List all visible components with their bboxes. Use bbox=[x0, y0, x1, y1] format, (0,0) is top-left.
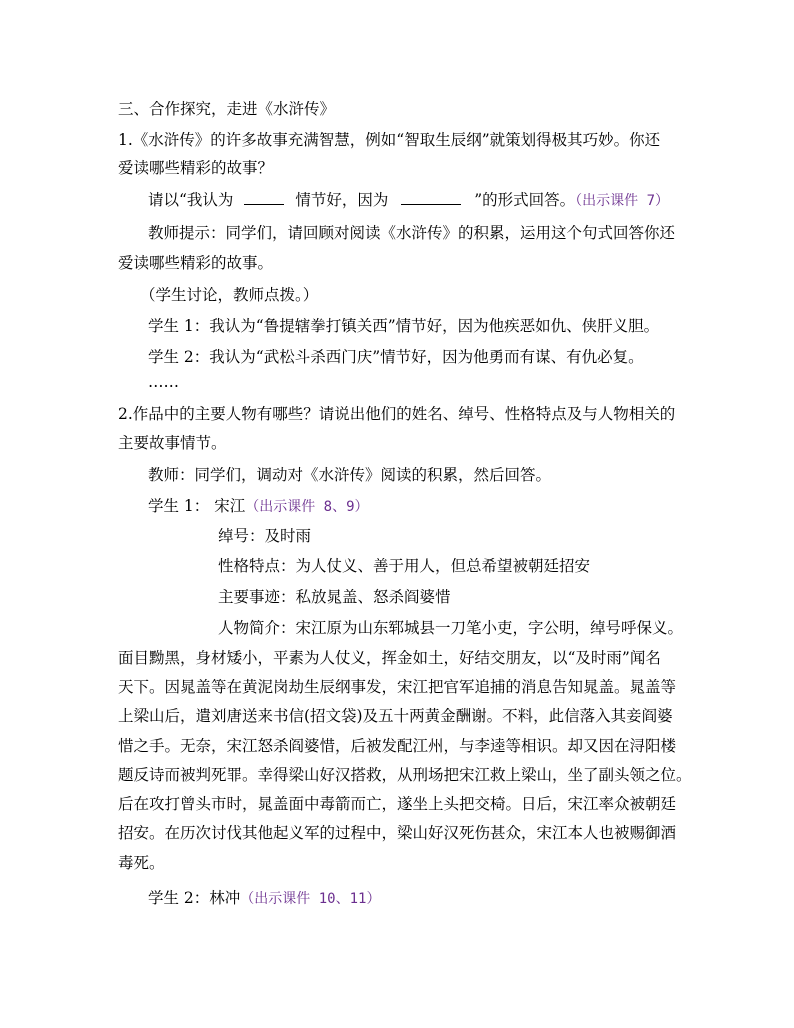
bio-line: 人物简介：宋江原为山东郓城县一刀笔小吏，字公明，绰号呼保义。 bbox=[218, 619, 684, 637]
song-jiang-traits: 性格特点：为人仗义、善于用人，但总希望被朝廷招安 bbox=[218, 557, 591, 575]
q1-prompt-c: ”的形式回答。 bbox=[474, 191, 576, 209]
bio-line: 毒死。 bbox=[118, 854, 165, 872]
song-jiang-deeds: 主要事迹：私放晁盖、怒杀阎婆惜 bbox=[218, 588, 451, 606]
bio-line: 招安。在历次讨伐其他起义军的过程中，梁山好汉死伤甚众，宋江本人也被赐御酒 bbox=[118, 824, 677, 842]
bio-line: 题反诗而被判死罪。幸得梁山好汉搭救，从刑场把宋江救上梁山，坐了副头领之位。 bbox=[118, 766, 692, 784]
q2-student2-hint: （出示课件 10、11） bbox=[240, 891, 381, 907]
bio-line: 后在攻打曾头市时，晁盖面中毒箭而亡，遂坐上头把交椅。日后，宋江率众被朝廷 bbox=[118, 795, 677, 813]
q2-student1-label: 学生 1： 宋江 bbox=[148, 497, 246, 515]
song-jiang-nickname: 绰号：及时雨 bbox=[218, 527, 312, 545]
q1-teacher-line2: 爱读哪些精彩的故事。 bbox=[118, 254, 274, 272]
q2-student2 bbox=[148, 888, 380, 909]
blank-2 bbox=[401, 190, 461, 205]
section-title: 三、合作探究，走进《水浒传》 bbox=[118, 100, 336, 118]
q1-ellipsis: …… bbox=[148, 373, 179, 391]
q2-line1: 2.作品中的主要人物有哪些？请说出他们的姓名、绰号、性格特点及与人物相关的 bbox=[118, 405, 676, 423]
bio-line: 天下。因晁盖等在黄泥岗劫生辰纲事发，宋江把官军追捕的消息告知晁盖。晁盖等 bbox=[118, 678, 677, 696]
q1-line2: 爱读哪些精彩的故事？ bbox=[118, 159, 274, 177]
q1-discussion: （学生讨论，教师点拨。） bbox=[140, 286, 319, 304]
q1-line1: 1.《水浒传》的许多故事充满智慧，例如“智取生辰纲”就策划得极其巧妙。你还 bbox=[118, 131, 661, 149]
q1-student2: 学生 2：我认为“武松斗杀西门庆”情节好，因为他勇而有谋、有仇必复。 bbox=[148, 348, 644, 366]
q2-line2: 主要故事情节。 bbox=[118, 434, 227, 452]
q1-student1: 学生 1：我认为“鲁提辖拳打镇关西”情节好，因为他疾恶如仇、侠肝义胆。 bbox=[148, 317, 660, 335]
bio-line: 面目黝黑，身材矮小，平素为人仗义，挥金如土，好结交朋友，以“及时雨”闻名 bbox=[118, 649, 661, 667]
q1-prompt-a: 请以“我认为 bbox=[148, 191, 234, 209]
q2-student2-label: 学生 2：林冲 bbox=[148, 889, 241, 907]
q1-prompt-b: 情节好，因为 bbox=[295, 191, 389, 209]
bio-line: 惜之手。无奈，宋江怒杀阎婆惜，后被发配江州，与李逵等相识。却又因在浔阳楼 bbox=[118, 737, 677, 755]
q1-teacher-line1: 教师提示：同学们，请回顾对阅读《水浒传》的积累，运用这个句式回答你还 bbox=[148, 224, 676, 242]
blank-1 bbox=[244, 190, 284, 205]
q1-prompt bbox=[148, 190, 669, 211]
bio-line: 上梁山后，遣刘唐送来书信(招文袋)及五十两黄金酬谢。不料，此信落入其妾阎婆 bbox=[118, 707, 673, 725]
q2-teacher: 教师：同学们，调动对《水浒传》阅读的积累，然后回答。 bbox=[148, 466, 552, 484]
q2-student1 bbox=[148, 496, 369, 517]
q1-hint: （出示课件 7） bbox=[575, 193, 669, 209]
q2-student1-hint: （出示课件 8、9） bbox=[245, 499, 369, 515]
